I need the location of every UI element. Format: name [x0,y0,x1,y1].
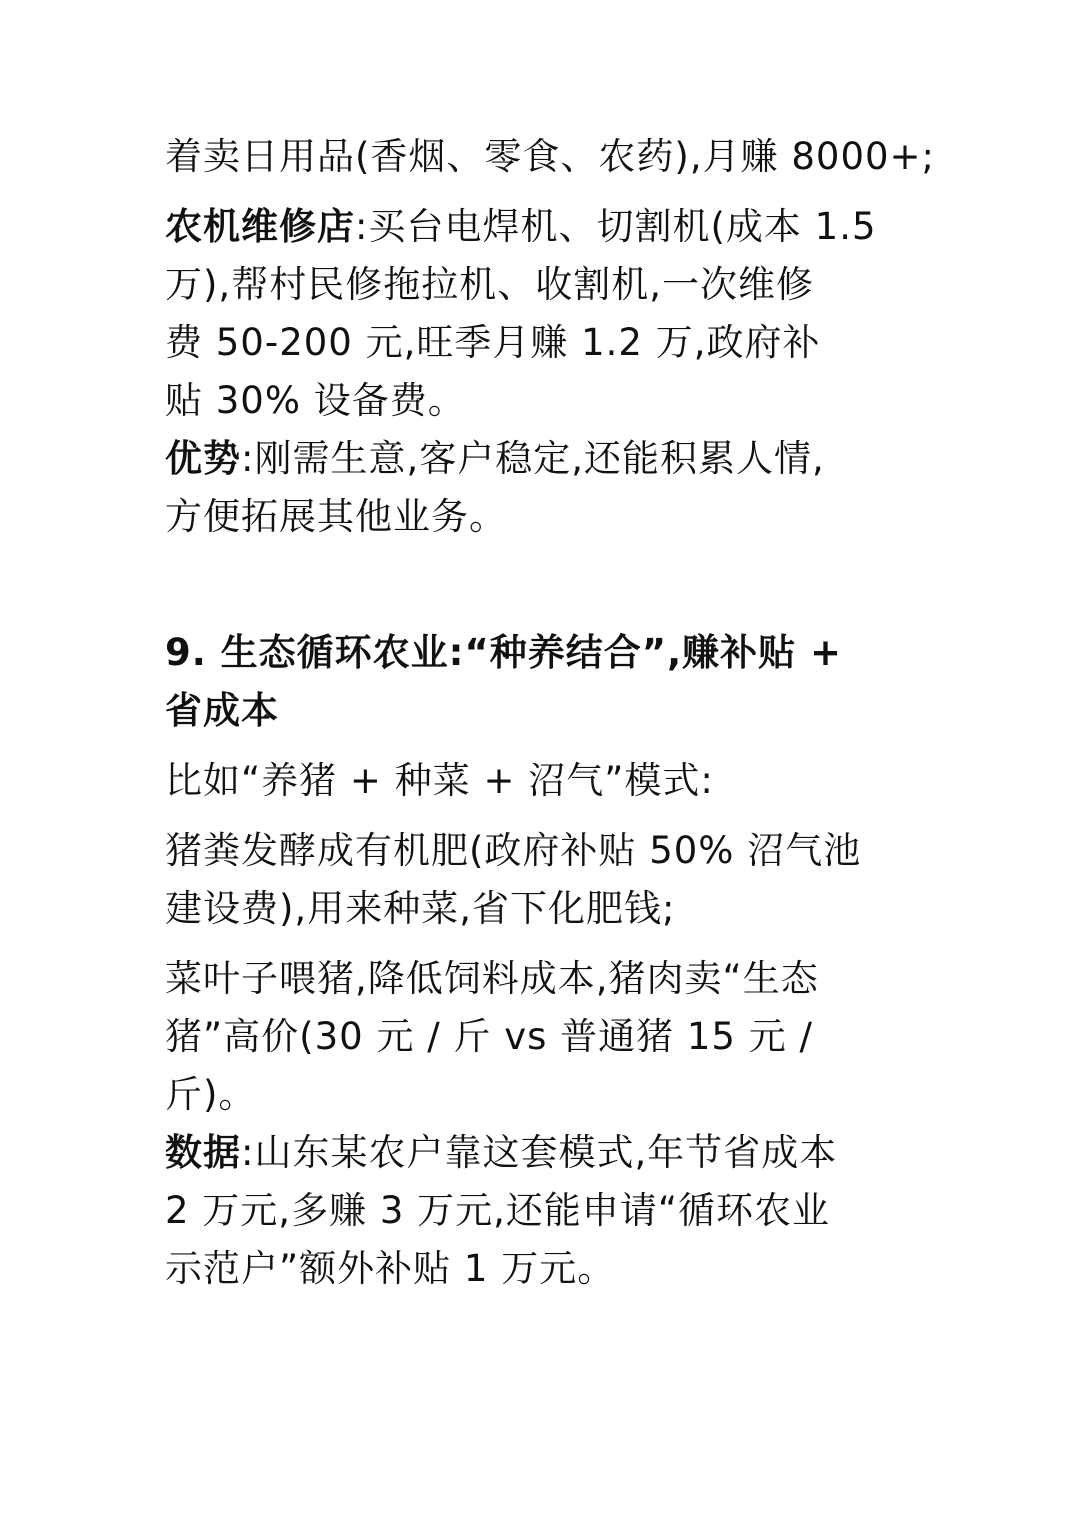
paragraph-line: 比如“养猪 + 种菜 + 沼气”模式: [165,759,714,802]
paragraph-line: 着卖日用品(香烟、零食、农药),月赚 8000+; [165,135,936,178]
paragraph-line: 示范户”额外补贴 1 万元。 [165,1247,616,1290]
paragraph-line: 方便拓展其他业务。 [165,495,507,538]
inline-text: :买台电焊机、切割机(成本 1.5 [355,205,877,248]
inline-text: :刚需生意,客户稳定,还能积累人情, [241,437,825,480]
paragraph-line [165,430,925,488]
paragraph-line: 菜叶子喂猪,降低饲料成本,猪肉卖“生态 [165,957,819,1000]
bold-term: 数据 [165,1131,241,1174]
paragraph-line: 斤)。 [165,1073,257,1116]
paragraph-line: 万),帮村民修拖拉机、收割机,一次维修 [165,263,814,306]
section-heading-cont: 省成本 [165,689,279,732]
paragraph-line: 建设费),用来种菜,省下化肥钱; [165,887,676,930]
paragraph-line: 贴 30% 设备费。 [165,379,466,422]
paragraph-line: 猪”高价(30 元 / 斤 vs 普通猪 15 元 / [165,1015,813,1058]
document-body [165,128,936,1298]
bold-term: 优势 [165,437,241,480]
paragraph-line: 费 50-200 元,旺季月赚 1.2 万,政府补 [165,321,821,364]
bold-term: 农机维修店 [165,205,355,248]
inline-text: :山东某农户靠这套模式,年节省成本 [241,1131,838,1174]
paragraph-line [165,198,925,256]
paragraph-line: 猪粪发酵成有机肥(政府补贴 50% 沼气池 [165,829,862,872]
paragraph-line: 2 万元,多赚 3 万元,还能申请“循环农业 [165,1189,831,1232]
section-heading: 9. 生态循环农业:“种养结合”,赚补贴 + [165,631,843,674]
paragraph-line [165,1124,925,1182]
